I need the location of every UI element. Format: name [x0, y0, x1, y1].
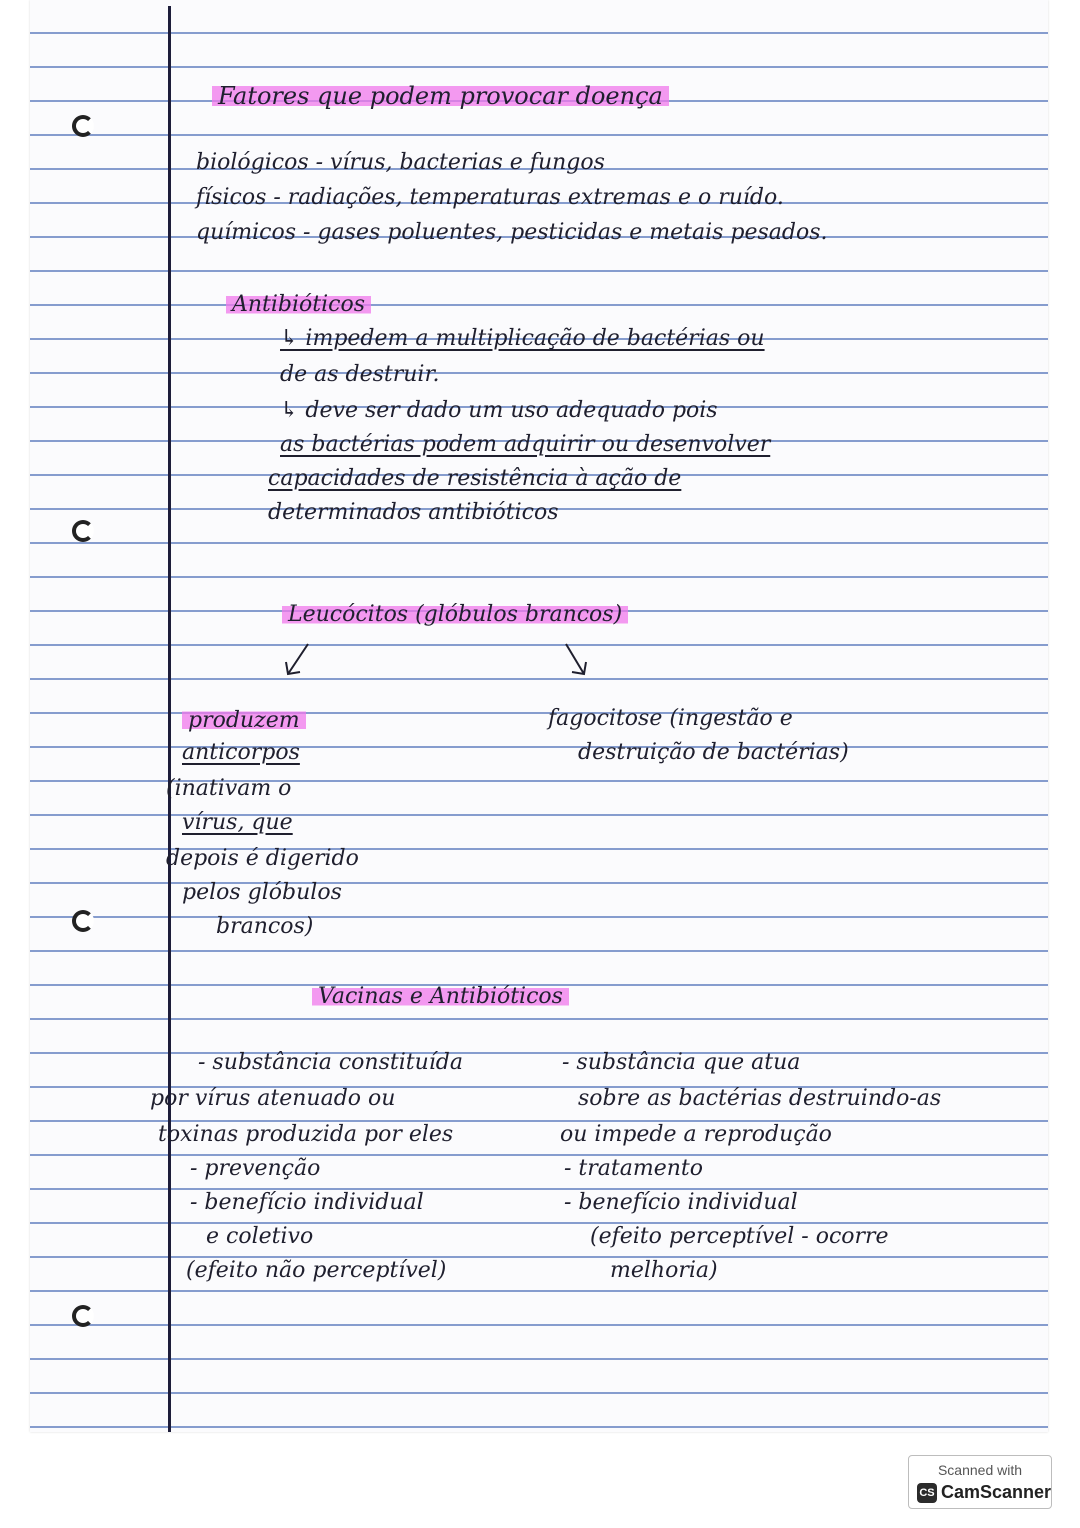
camscanner-brand: CamScanner: [941, 1482, 1052, 1502]
fatores-line-3: químicos - gases poluentes, pesticidas e metais pesados.: [196, 220, 828, 245]
vacinas-left-3: toxinas produzida por eles: [158, 1122, 454, 1147]
antibioticos-line-2: de as destruir.: [280, 362, 440, 387]
highlight-text: produzem: [182, 708, 306, 733]
leucocitos-left-6: pelos glóbulos: [182, 880, 342, 905]
vacinas-left-6: e coletivo: [206, 1224, 314, 1249]
section-title-fatores: [212, 83, 669, 109]
arrow-down-left-icon: [278, 640, 318, 680]
antibioticos-line-1: ↳ impedem a multiplicação de bactérias ou: [280, 326, 765, 351]
vacinas-left-2: por vírus atenuado ou: [150, 1086, 396, 1111]
vacinas-right-4: - tratamento: [564, 1156, 703, 1181]
antibioticos-line-4: as bactérias podem adquirir ou desenvolver: [280, 432, 771, 457]
antibioticos-line-5: capacidades de resistência à ação de: [268, 466, 682, 491]
scanned-with-label: Scanned with: [937, 1462, 1023, 1478]
leucocitos-left-2: anticorpos: [182, 740, 300, 765]
antibioticos-line-6: determinados antibióticos: [268, 500, 559, 525]
section-title-leucocitos: [282, 602, 628, 628]
vacinas-right-3: ou impede a reprodução: [560, 1122, 832, 1147]
fatores-line-1: biológicos - vírus, bacterias e fungos: [196, 150, 605, 175]
margin-line: [168, 6, 171, 1432]
vacinas-right-1: - substância que atua: [562, 1050, 801, 1075]
leucocitos-left-4: [182, 810, 293, 836]
leucocitos-left-5: depois é digerido: [166, 846, 359, 871]
vacinas-right-2: sobre as bactérias destruindo-as: [578, 1086, 942, 1111]
vacinas-right-7: melhoria): [610, 1258, 718, 1283]
fatores-line-2: físicos - radiações, temperaturas extremas e o ruído.: [196, 185, 784, 210]
binder-hole-icon: [72, 520, 94, 542]
heading-text: Leucócitos (glóbulos brancos): [282, 602, 628, 627]
vacinas-left-1: - substância constituída: [198, 1050, 463, 1075]
vacinas-left-7: (efeito não perceptível): [186, 1258, 447, 1283]
vacinas-left-4: - prevenção: [190, 1156, 321, 1181]
binder-hole-icon: [72, 910, 94, 932]
leucocitos-right-1: fagocitose (ingestão e: [548, 706, 793, 731]
binder-hole-icon: [72, 115, 94, 137]
leucocitos-left-7: brancos): [216, 914, 314, 939]
heading-text: Fatores que podem provocar doença: [212, 82, 669, 110]
camscanner-logo-icon: CS: [917, 1483, 937, 1503]
heading-text: Antibióticos: [226, 292, 371, 317]
leucocitos-right-2: destruição de bactérias): [578, 740, 849, 765]
section-title-antibioticos: [226, 292, 371, 318]
heading-text: Vacinas e Antibióticos: [312, 984, 569, 1009]
antibioticos-line-3: ↳ deve ser dado um uso adequado pois: [280, 398, 718, 423]
arrow-down-right-icon: [558, 640, 598, 680]
camscanner-watermark: [908, 1455, 1052, 1509]
vacinas-left-5: - benefício individual: [190, 1190, 424, 1215]
vacinas-right-5: - benefício individual: [564, 1190, 798, 1215]
notebook-page: [30, 0, 1048, 1432]
leucocitos-left-3: (inativam o: [166, 776, 292, 801]
binder-hole-icon: [72, 1305, 94, 1327]
section-title-vacinas: [312, 984, 569, 1010]
leucocitos-left-1: [182, 708, 306, 734]
underlined-text: vírus, que: [182, 810, 293, 835]
vacinas-right-6: (efeito perceptível - ocorre: [590, 1224, 889, 1249]
